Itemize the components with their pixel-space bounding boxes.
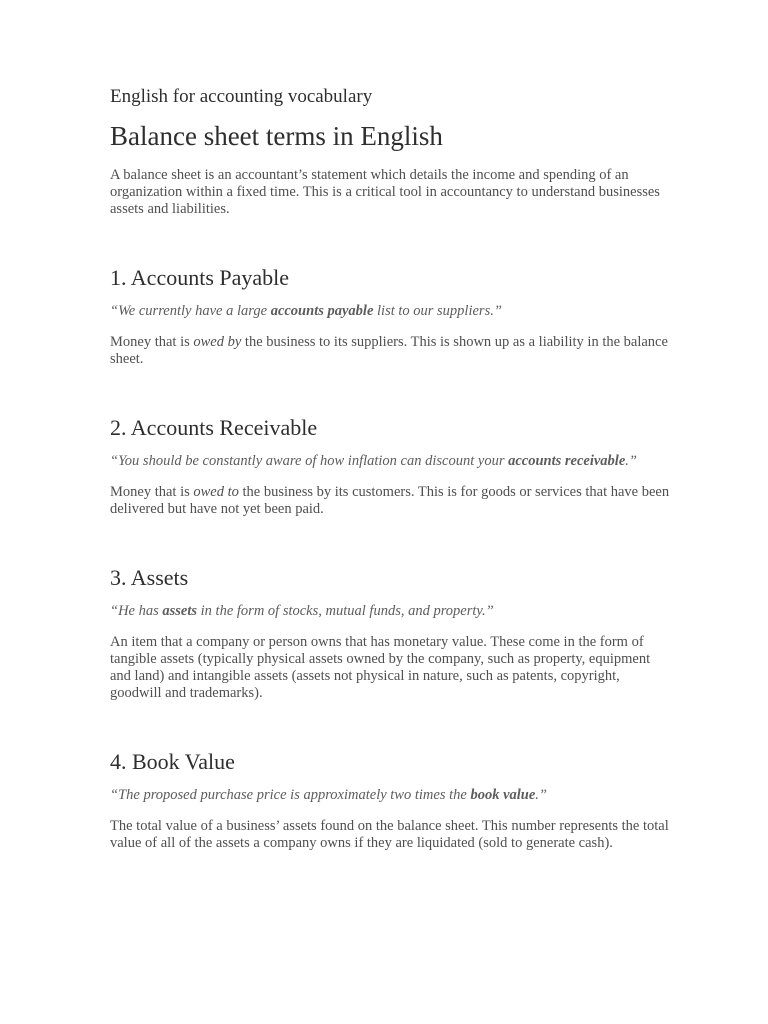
- definition-text-before: Money that is: [110, 334, 194, 350]
- quote-text-after: in the form of stocks, mutual funds, and property.”: [197, 603, 494, 619]
- term-heading: 4. Book Value: [110, 749, 235, 774]
- quote-term: book value: [470, 787, 536, 803]
- quote-text-after: .”: [625, 453, 637, 469]
- definition-text-before: Money that is: [110, 484, 194, 500]
- definition: An item that a company or person owns that has monetary value. These come in the form of tangible assets (typically physical assets owned by the company, such as property, equipment and land) and intangible assets (assets not physical in nature, such as patents, copyright, goodwill and trademarks).: [110, 634, 651, 701]
- term-section-accounts-payable: [110, 263, 670, 368]
- definition: The total value of a business’ assets found on the balance sheet. This number represents the total value of all of the assets a company owns if they are liquidated (sold to generate cash).: [110, 818, 669, 851]
- definition-text-after: the business by its customers. This is for goods or services that have been delivered but have not yet been paid.: [110, 484, 670, 517]
- term-heading: 1. Accounts Payable: [110, 265, 290, 290]
- quote-term: assets: [162, 603, 198, 619]
- quote-text-before: “He has: [110, 603, 163, 619]
- quote-text-before: “You should be constantly aware of how inflation can discount your: [110, 453, 509, 469]
- intro-paragraph: A balance sheet is an accountant’s statement which details the income and spending of an organization within a fixed time. This is a critical tool in accountancy to understand businesses assets and liabilities.: [110, 167, 660, 217]
- definition-emphasis: owed by: [193, 334, 242, 350]
- example-quote: [110, 303, 670, 320]
- example-quote: [110, 453, 670, 470]
- term-heading: 3. Assets: [110, 565, 189, 590]
- example-quote: [110, 787, 670, 804]
- term-section-accounts-receivable: [110, 413, 670, 518]
- example-quote: [110, 603, 670, 620]
- term-heading: 2. Accounts Receivable: [110, 415, 318, 440]
- definition: [110, 484, 670, 518]
- document-eyebrow: English for accounting vocabulary: [110, 86, 373, 107]
- definition-emphasis: owed to: [193, 484, 239, 500]
- quote-text-before: “We currently have a large: [110, 303, 271, 319]
- quote-term: accounts payable: [270, 303, 374, 319]
- quote-text-before: “The proposed purchase price is approximately two times the: [110, 787, 471, 803]
- page-title: Balance sheet terms in English: [110, 121, 443, 151]
- quote-text-after: list to our suppliers.”: [373, 303, 502, 319]
- term-section-assets: [110, 563, 670, 702]
- definition: [110, 334, 670, 368]
- document-page: [110, 84, 670, 852]
- quote-text-after: .”: [535, 787, 547, 803]
- quote-term: accounts receivable: [508, 453, 626, 469]
- term-section-book-value: [110, 747, 670, 852]
- definition-text-after: the business to its suppliers. This is shown up as a liability in the balance sheet.: [110, 334, 668, 367]
